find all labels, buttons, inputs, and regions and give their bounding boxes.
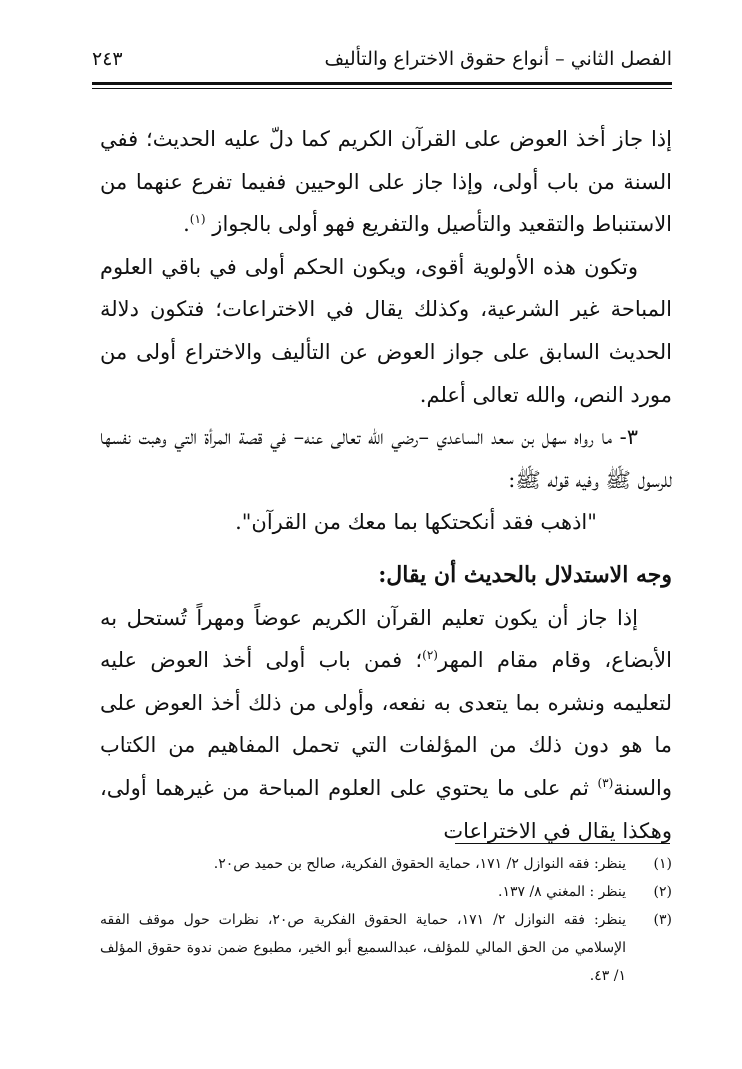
- paragraph-3: ٣- ما رواه سهل بن سعد الساعدي –رضي الله تعالى عنه– في قصة المرأة التي وهبت نفسها للرسول ﷺ وفيه قوله ﷺ:: [100, 425, 672, 492]
- footnotes: [100, 850, 672, 990]
- chapter-title: الفصل الثاني – أنواع حقوق الاختراع والتأليف: [324, 48, 672, 70]
- paragraph-4-text-c: ثم على ما يحتوي على العلوم المباحة من غيرهما أولى، وهكذا يقال في الاختراعات: [100, 775, 672, 843]
- section-heading: وجه الاستدلال بالحديث أن يقال:: [378, 561, 672, 588]
- paragraph-4-text-b: ؛ فمن باب أولى أخذ العوض عليه لتعليمه ونشره بما يتعدى به نفعه، وأولى من ذلك أخذ العوض على ما هو دون ذلك من المؤلفات التي تحمل المفاهيم من الكتاب والسنة: [100, 648, 672, 800]
- paragraph-1-text: إذا جاز أخذ العوض على القرآن الكريم كما دلّ عليه الحديث؛ ففي السنة من باب أولى، وإذا جاز على الوحيين ففيما تفرع عنهما من الاستنباط والتقعيد والتأصيل والتفريع فهو أولى بالجواز: [100, 127, 672, 237]
- footnote-number: (١): [653, 856, 672, 872]
- header-rule-thick: [92, 82, 672, 85]
- main-text: [100, 118, 672, 852]
- paragraph-4-text-a: إذا جاز أن يكون تعليم القرآن الكريم عوضاً ومهراً تُستحل به الأبضاع، وقام مقام المهر: [100, 605, 672, 673]
- paragraph-4: [100, 597, 672, 853]
- paragraph-1: [100, 118, 672, 246]
- hadith-quote: "اذهب فقد أنكحتكها بما معك من القرآن".: [235, 510, 597, 535]
- footnote: [100, 906, 672, 990]
- footnote-ref-2[interactable]: (٢): [422, 648, 438, 663]
- footnote: [100, 850, 672, 878]
- footnote-number: (٢): [653, 884, 672, 900]
- header-rule-thin: [92, 88, 672, 89]
- footnote-number: (٣): [653, 912, 672, 928]
- footnote-text: ينظر: فقه النوازل ٢/ ١٧١، حماية الحقوق الفكرية، صالح بن حميد ص٢٠.: [213, 856, 626, 872]
- footnote-text: ينظر: فقه النوازل ٢/ ١٧١، حماية الحقوق الفكرية ص٢٠، نظرات حول موقف الفقه الإسلامي من الحق المالي للمؤلف، عبدالسميع أبو الخير، مطبوع ضمن ندوة حقوق المؤلف ١/ ٤٣.: [100, 912, 626, 984]
- footnote-separator: [455, 843, 670, 844]
- footnote-text: ينظر : المغني ٨/ ١٣٧.: [497, 884, 626, 900]
- page-number: ٢٤٣: [92, 48, 123, 70]
- paragraph-1-end: .: [183, 212, 190, 237]
- footnote-ref-3[interactable]: (٣): [597, 775, 614, 790]
- footnote: [100, 878, 672, 906]
- running-header: [92, 40, 672, 80]
- paragraph-2: وتكون هذه الأولوية أقوى، ويكون الحكم أولى في باقي العلوم المباحة غير الشرعية، وكذلك يقال في الاختراعات؛ فتكون دلالة الحديث السابق على جواز العوض عن التأليف والاختراع أولى من مورد النص، والله تعالى أعلم.: [100, 254, 672, 407]
- footnote-ref-1[interactable]: (١): [189, 212, 206, 227]
